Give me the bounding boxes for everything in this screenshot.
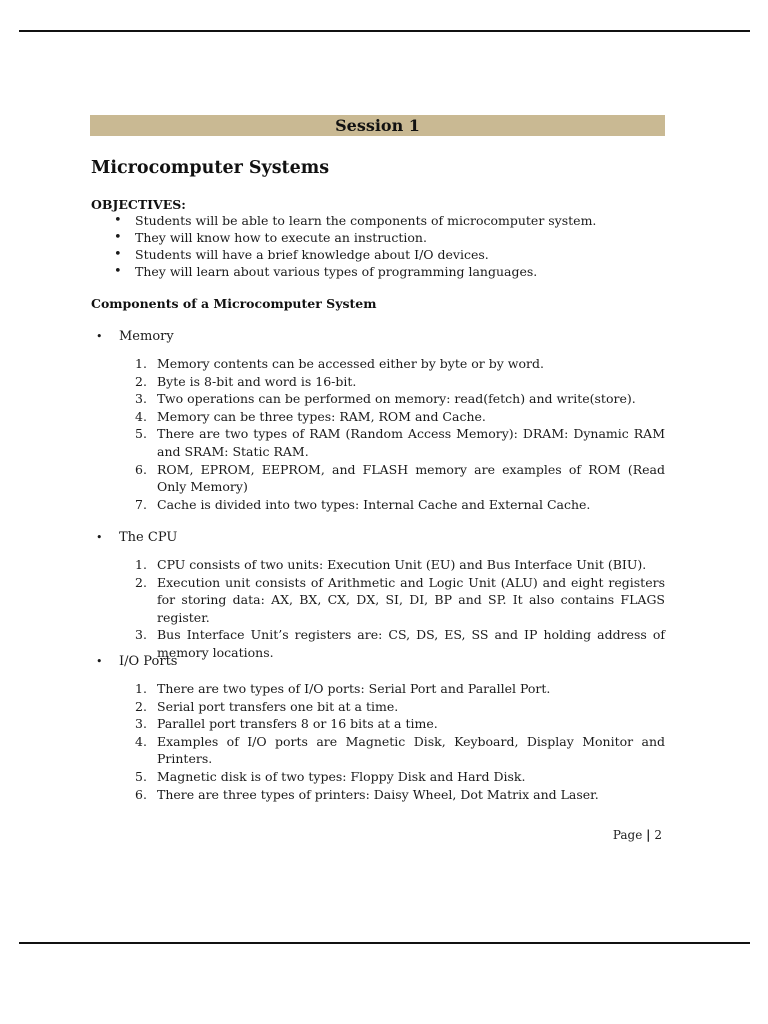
objective-item: • They will know how to execute an instruction.: [112, 229, 596, 246]
list-item-text: CPU consists of two units: Execution Unit (EU) and Bus Interface Unit (BIU).: [157, 557, 647, 572]
list-item-text: Byte is 8-bit and word is 16-bit.: [157, 373, 357, 389]
list-item-text: Examples of I/O ports are Magnetic Disk, Keyboard, Display Monitor and Printers.: [157, 733, 665, 767]
page-separator: |: [646, 828, 651, 842]
list-item: 4. Memory can be three types: RAM, ROM and Cache.: [135, 408, 486, 424]
section-memory: [96, 329, 174, 344]
components-heading: Components of a Microcomputer System: [91, 296, 377, 311]
section-label: I/O Ports: [119, 654, 178, 669]
list-item-text: Memory contents can be accessed either by byte or by word.: [157, 356, 544, 371]
bullet-glyph: •: [96, 330, 103, 343]
session-banner: [90, 115, 665, 136]
objective-item: • Students will be able to learn the components of microcomputer system.: [112, 212, 596, 229]
list-item: 7. Cache is divided into two types: Internal Cache and External Cache.: [135, 496, 591, 512]
list-item: 2. Byte is 8-bit and word is 16-bit.: [135, 373, 357, 389]
bullet-glyph: •: [96, 531, 103, 544]
list-item-text: There are three types of printers: Daisy Wheel, Dot Matrix and Laser.: [157, 786, 599, 802]
list-item: 6. ROM, EPROM, EEPROM, and FLASH memory are examples of ROM (Read Only Memory): [135, 461, 665, 495]
section-io-ports: [96, 654, 177, 669]
list-item-text: ROM, EPROM, EEPROM, and FLASH memory are examples of ROM (Read Only Memory): [157, 461, 665, 495]
list-item-text: Two operations can be performed on memory: read(fetch) and write(store).: [157, 391, 636, 407]
list-item-text: There are two types of RAM (Random Access Memory): DRAM: Dynamic RAM and SRAM: Static RAM.: [157, 426, 665, 459]
objective-item: • Students will have a brief knowledge about I/O devices.: [112, 246, 596, 263]
objective-item: • They will learn about various types of programming languages.: [112, 263, 596, 280]
objectives-list: [112, 212, 596, 280]
page-number-value: 2: [654, 828, 662, 842]
bottom-rule: [19, 942, 750, 944]
section-label: The CPU: [119, 530, 178, 545]
list-item: 2. Execution unit consists of Arithmetic and Logic Unit (ALU) and eight registers for storing data: AX, BX, CX, DX, SI, DI, BP and SP. It also contains FLAGS register.: [135, 574, 665, 625]
top-rule: [19, 30, 750, 32]
list-item-text: Cache is divided into two types: Internal Cache and External Cache.: [157, 496, 591, 512]
list-item: 2. Serial port transfers one bit at a time.: [135, 698, 399, 714]
cpu-list: [135, 556, 665, 662]
list-item: 4. Examples of I/O ports are Magnetic Disk, Keyboard, Display Monitor and Printers.: [135, 733, 665, 767]
list-item: 3. Parallel port transfers 8 or 16 bits at a time.: [135, 716, 438, 732]
list-item: 1. There are two types of I/O ports: Serial Port and Parallel Port.: [135, 681, 551, 696]
session-label: Session 1: [335, 116, 420, 135]
list-item-text: There are two types of I/O ports: Serial Port and Parallel Port.: [157, 681, 551, 696]
list-item: 1. CPU consists of two units: Execution Unit (EU) and Bus Interface Unit (BIU).: [135, 557, 647, 572]
section-cpu: [96, 530, 177, 545]
list-item-text: Magnetic disk is of two types: Floppy Disk and Hard Disk.: [157, 768, 526, 784]
list-item-text: Memory can be three types: RAM, ROM and Cache.: [157, 408, 486, 424]
list-item: 6. There are three types of printers: Daisy Wheel, Dot Matrix and Laser.: [135, 786, 599, 802]
list-item-text: Bus Interface Unit’s registers are: CS, DS, ES, SS and IP holding address of memory locations.: [157, 627, 665, 660]
list-item: 3. Bus Interface Unit’s registers are: CS, DS, ES, SS and IP holding address of memory locations.: [135, 627, 665, 660]
list-item-text: Serial port transfers one bit at a time.: [157, 698, 399, 714]
list-item: 5. Magnetic disk is of two types: Floppy Disk and Hard Disk.: [135, 768, 526, 784]
io-ports-list: [135, 680, 665, 803]
list-item-text: Parallel port transfers 8 or 16 bits at a time.: [157, 716, 438, 732]
list-item: 5. There are two types of RAM (Random Access Memory): DRAM: Dynamic RAM and SRAM: Static RAM.: [135, 426, 665, 459]
bullet-glyph: •: [96, 655, 103, 668]
list-item: 3. Two operations can be performed on memory: read(fetch) and write(store).: [135, 391, 636, 407]
memory-list: [135, 355, 665, 513]
page-label: Page: [612, 828, 643, 842]
list-item-text: Execution unit consists of Arithmetic and Logic Unit (ALU) and eight registers for storing data: AX, BX, CX, DX, SI, DI, BP and SP. It also contains FLAGS register.: [157, 574, 665, 625]
objectives-heading: OBJECTIVES:: [91, 197, 186, 212]
page-title: Microcomputer Systems: [91, 158, 330, 178]
list-item: 1. Memory contents can be accessed either by byte or by word.: [135, 356, 544, 371]
page-number: [613, 828, 662, 842]
section-label: Memory: [119, 329, 174, 344]
